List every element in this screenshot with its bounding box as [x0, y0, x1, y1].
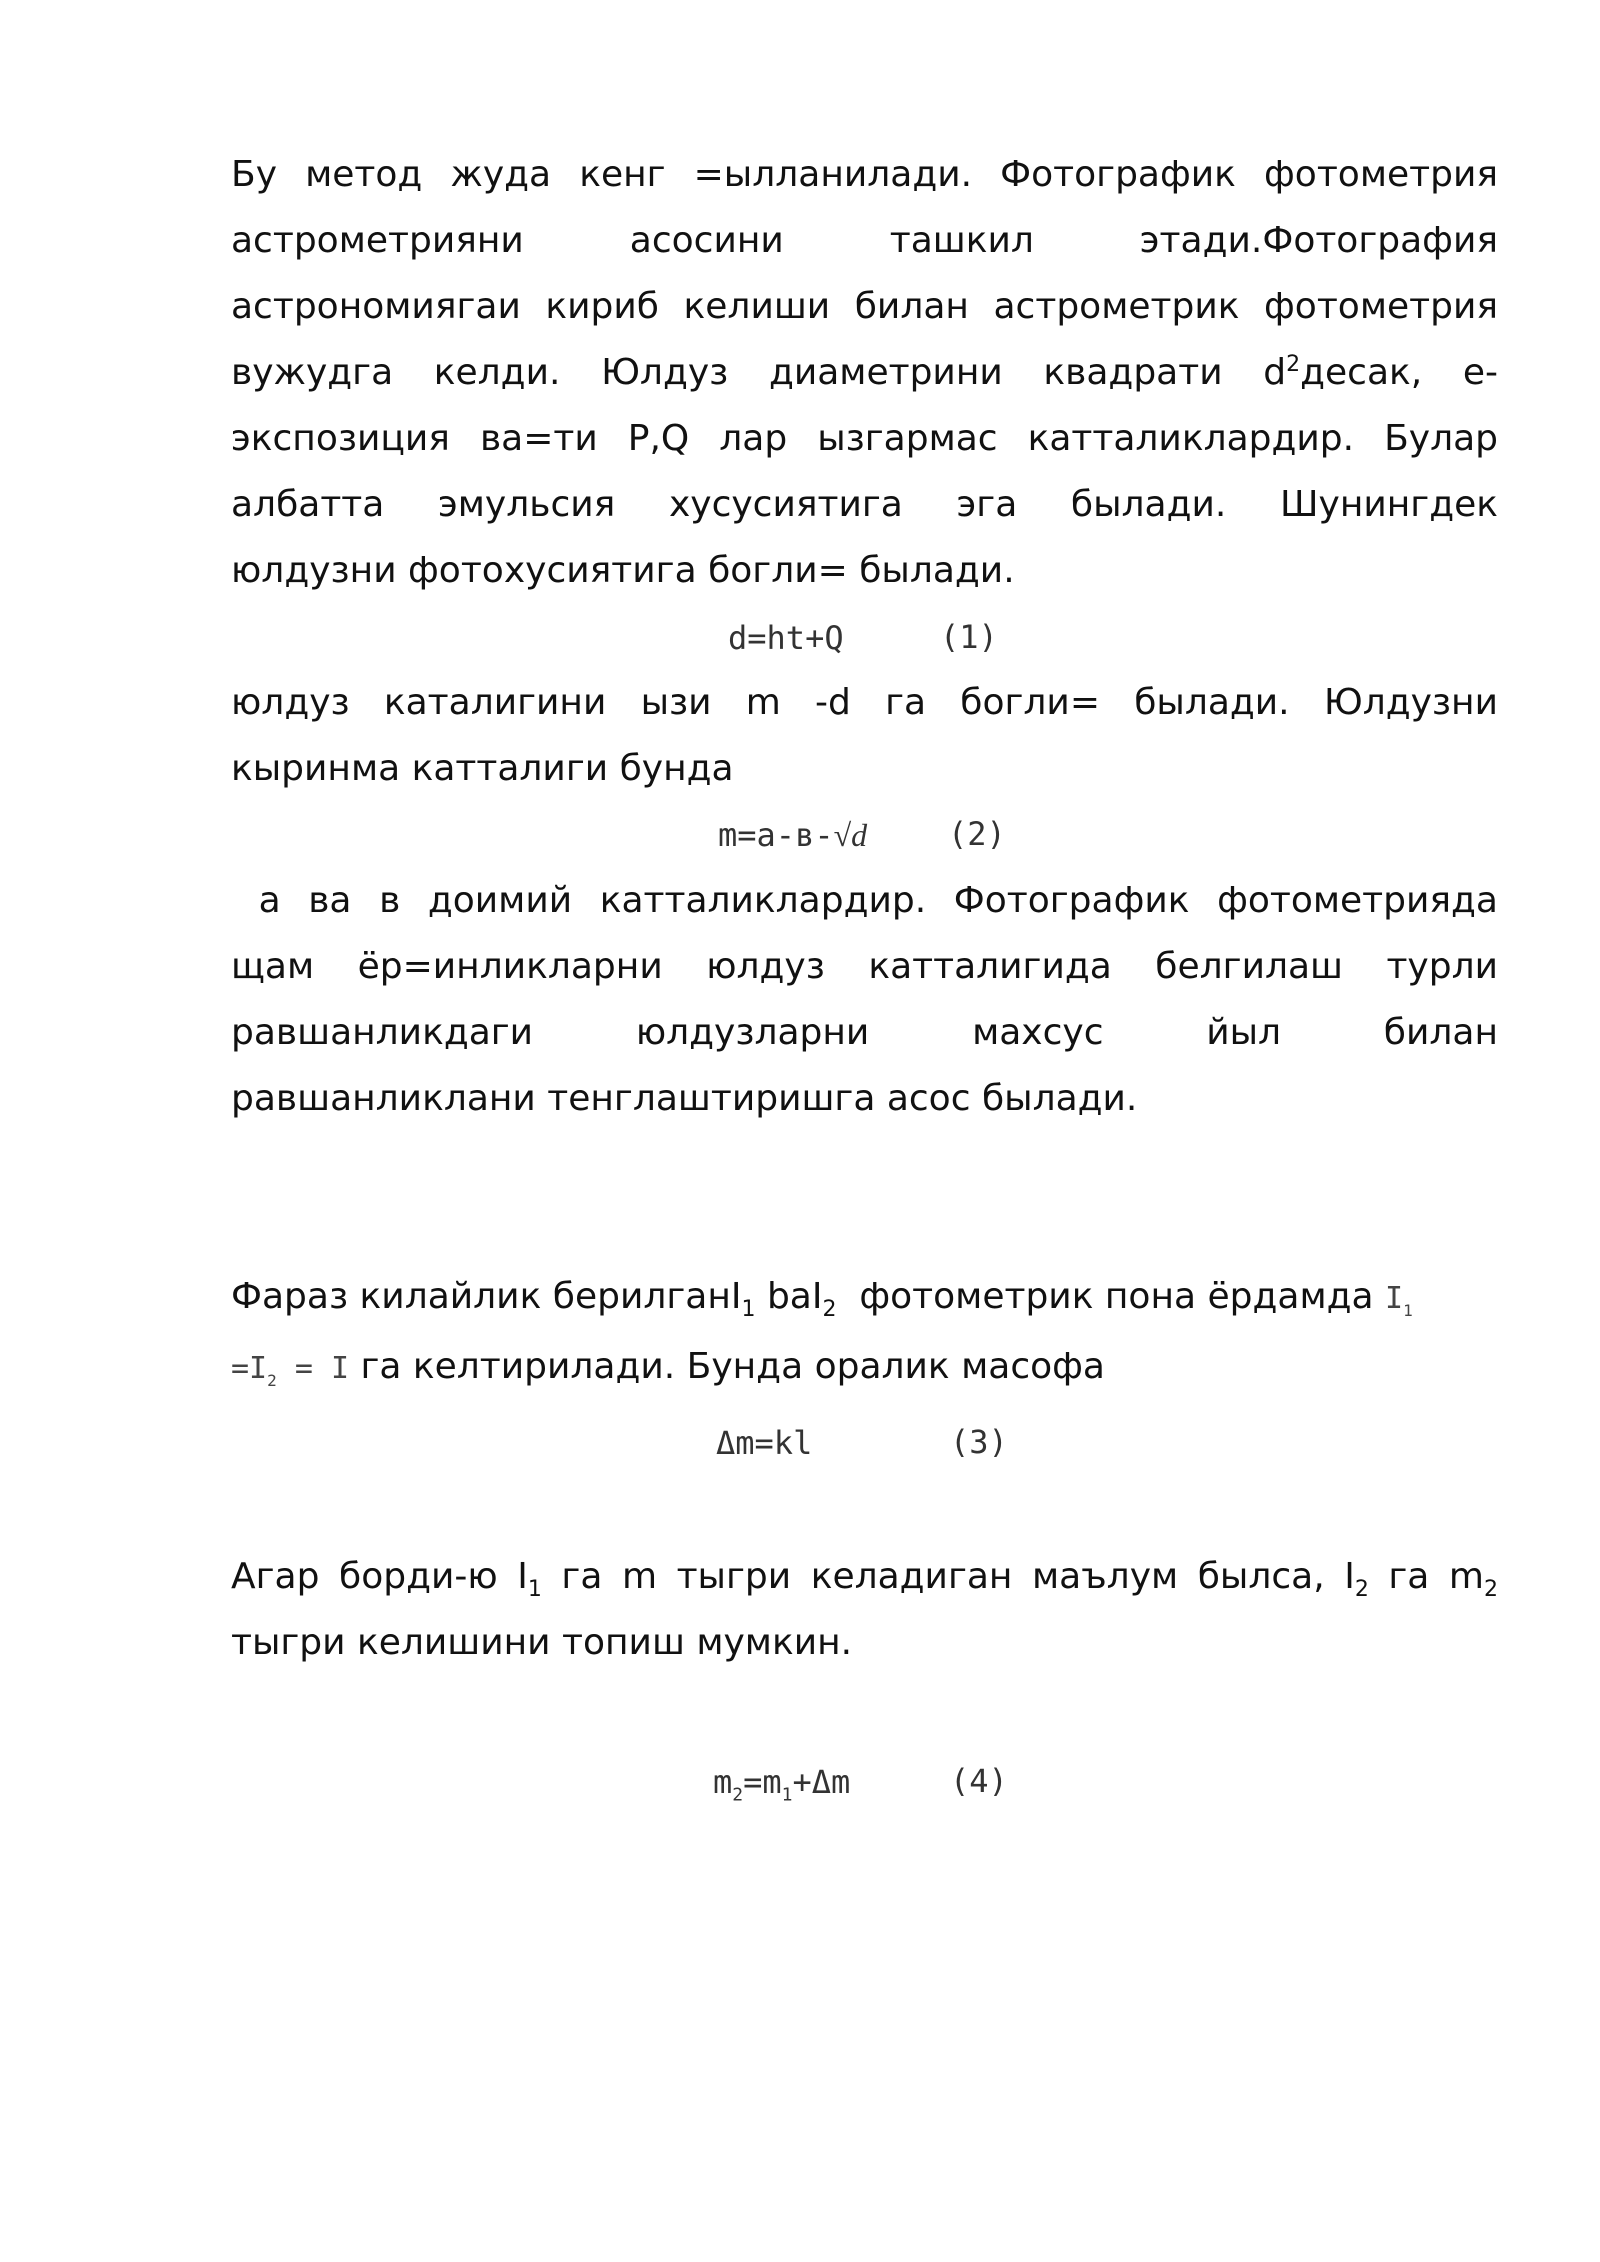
subscript: 2: [1484, 1577, 1498, 1603]
subscript: 1: [741, 1297, 756, 1323]
subscript: 1: [781, 1784, 793, 1806]
text-run: га m: [1368, 1556, 1484, 1597]
text-run: га m тыгри келадиган маълум былса, I: [541, 1556, 1355, 1597]
formula-text: m: [713, 1763, 733, 1801]
paragraph-line: юлдузни фотохусиятига богли= былади.: [231, 550, 1015, 591]
symbol-I2: =I: [231, 1351, 268, 1386]
subscript: 2: [1354, 1577, 1369, 1603]
sqrt-symbol: √d: [833, 817, 868, 853]
paragraph-line: щам ёр=инликларни юлдуз катталигида белгилаш турли: [231, 946, 1498, 987]
paragraph-line: [231, 351, 1498, 395]
paragraph-line: [231, 1345, 1498, 1391]
formula-1: d=ht+Q: [728, 619, 844, 657]
symbol-I1: I: [1385, 1281, 1404, 1316]
symbol-I: = I: [276, 1351, 350, 1386]
formula-text: =m: [743, 1763, 782, 1801]
paragraph-line: а ва в доимий катталиклардир. Фотографик фотометрияда: [231, 880, 1498, 921]
paragraph-line: астрономиягаи кириб келиши билан астрометрик фотометрия: [231, 286, 1498, 327]
superscript: 2: [1286, 352, 1301, 377]
paragraph-line: [231, 1555, 1498, 1603]
formula-number: (3): [950, 1423, 1008, 1461]
paragraph-line: [231, 1275, 1498, 1321]
formula-text: +Δm: [792, 1763, 851, 1801]
paragraph-line: экспозиция ва=ти P,Q лар ызгармас катталиклардир. Булар: [231, 418, 1498, 459]
paragraph-line: кыринма катталиги бунда: [231, 748, 734, 789]
text-run: Фараз килайлик берилганI: [231, 1276, 742, 1317]
formula-text: m=a-в-: [718, 816, 834, 854]
text-run: десак, е-: [1300, 352, 1498, 393]
paragraph-line: равшанликлани тенглаштиришга асос былади.: [231, 1078, 1138, 1119]
formula-4: [713, 1762, 851, 1806]
text-run: фотометрик пона ёрдамда: [836, 1276, 1385, 1317]
paragraph-line: равшанликдаги юлдузларни махсус йыл билан: [231, 1012, 1498, 1053]
subscript: 1: [527, 1577, 542, 1603]
paragraph-line: тыгри келишини топиш мумкин.: [231, 1622, 853, 1663]
formula-number: (1): [940, 618, 998, 656]
formula-number: (4): [950, 1762, 1008, 1800]
paragraph-line: астрометрияни асосини ташкил этади.Фотография: [231, 220, 1498, 261]
formula-3: Δm=kl: [716, 1424, 813, 1462]
text-run: вужудга келди. Юлдуз диаметрини квадрати d: [231, 352, 1287, 393]
paragraph-line: албатта эмульсия хусусиятига эга былади. Шунингдек: [231, 484, 1498, 525]
paragraph-line: Бу метод жуда кенг =ылланилади. Фотографик фотометрия: [231, 154, 1498, 195]
text-run: Агар борди-ю I: [231, 1556, 528, 1597]
text-run: га келтирилади. Бунда оралик масофа: [349, 1346, 1105, 1387]
subscript: 2: [732, 1784, 744, 1806]
paragraph-line: юлдуз каталигини ызи m -d га богли= былади. Юлдузни: [231, 682, 1498, 723]
subscript: 2: [267, 1371, 277, 1391]
formula-2: [718, 815, 867, 855]
text-run: baI: [755, 1276, 823, 1317]
formula-number: (2): [948, 815, 1006, 853]
subscript: 2: [822, 1297, 837, 1323]
subscript: 1: [1403, 1301, 1413, 1321]
